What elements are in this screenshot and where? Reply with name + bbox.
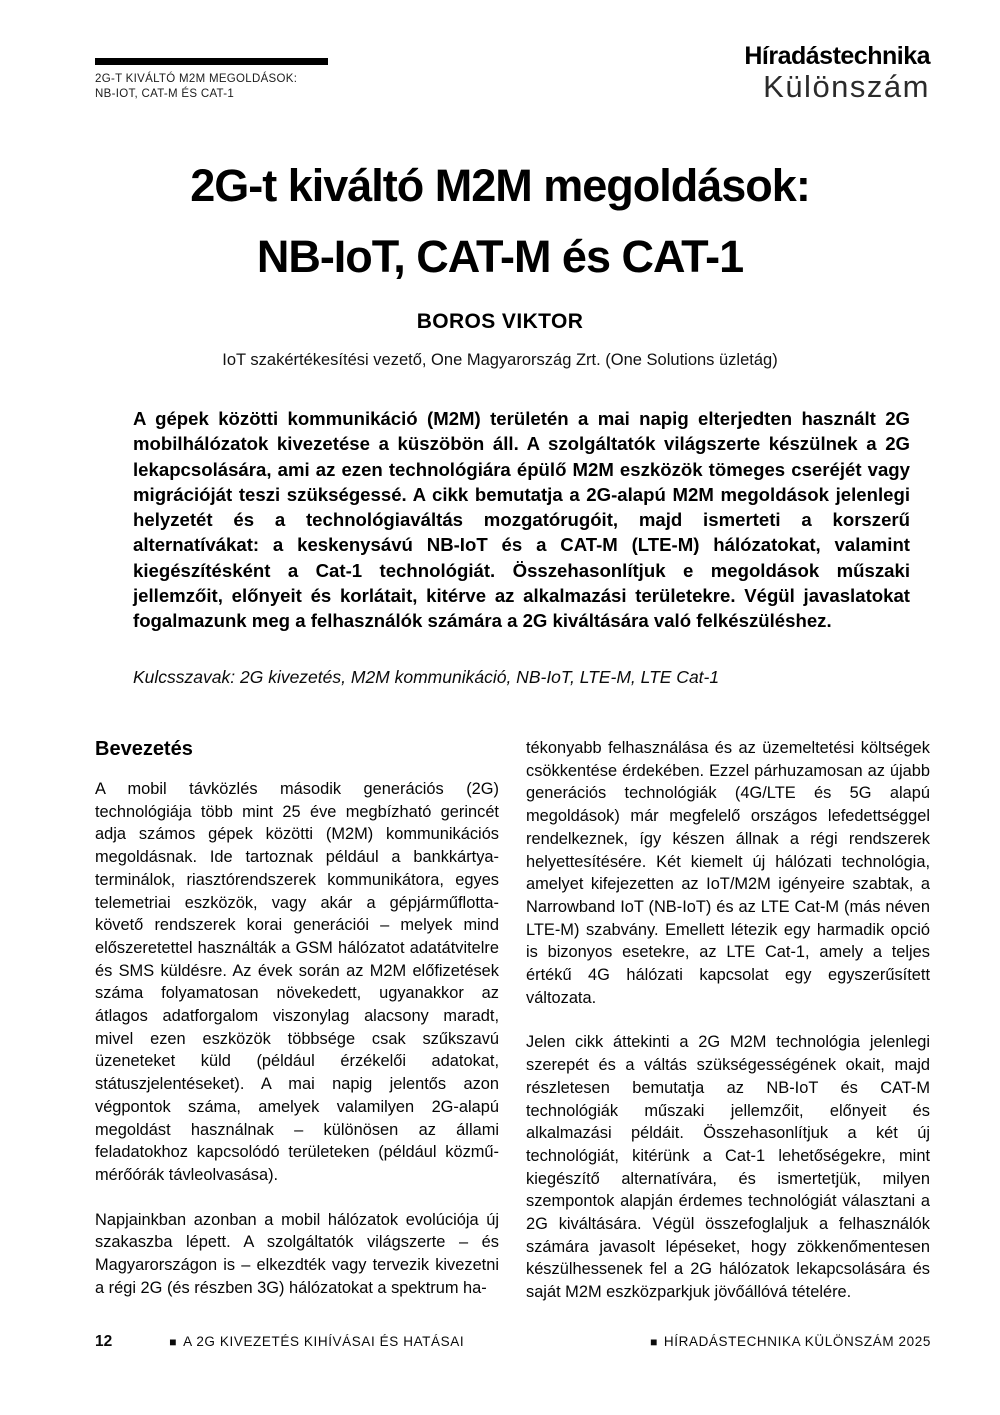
right-column-paragraph-2: Jelen cikk áttekinti a 2G M2M technológia jelenlegi szerepét és a váltás szükségességének okait, majd részletesen bemutatja az NB-IoT és CAT-M technológiák műszaki jellemzőit, előnyeit és alkalmazási példáit. Összehasonlítjuk a két új technológiát, kitérünk a Cat-1 lehetőségekre, mint kiegészítő alternatívára, és ismertetjük, milyen szempontok alapján érdemes technológiát választani a 2G kiváltására. Végül összefoglaljuk a felhasználók számára javasolt lépéseket, hogy zökkenőmentesen készülhessenek fel a 2G hálózatok lekapcsolására és saját M2M eszközparkjuk jövőállóvá tételére.: [526, 1033, 930, 1302]
journal-logo: [744, 42, 930, 103]
section-heading-bevezetes: Bevezetés: [95, 738, 193, 760]
page-footer: [95, 1333, 931, 1351]
running-head-line1: 2G-T KIVÁLTÓ M2M MEGOLDÁSOK:: [95, 73, 298, 85]
author-name: BOROS VIKTOR: [416, 310, 584, 333]
left-column-paragraph-1: A mobil távközlés második generációs (2G) technológiája több mint 25 éve megbízható gerincét adja számos gépek közötti (M2M) kommunikációs megoldásnak. Ide tartoznak például a bankkártya-terminálok, riasztórendszerek kommunikátora, egyes telemetriai eszközök, vagy akár a gépjárműflotta-követő rendszerek korai generációi – melyek mind előszeretettel használták a GSM hálózatot adatátvitelre és SMS küldésre. Az évek során az M2M előfizetések száma folyamatosan növekedett, ugyanakkor az átlagos adatforgalom viszonylag alacsony maradt, mivel ezen eszközök többsége csak szűkszavú üzeneteket küld (például érzékelői adatokat, státuszjelentéseket). A mai napig jelentős azon végpontok száma, amelyek valamilyen 2G-alapú megoldást használnak – különösen az állami feladatokhoz kapcsolódó területeken (például közmű-mérőórák távleolvasása).: [95, 780, 499, 1184]
running-head-rule: [95, 58, 328, 65]
article-title: [0, 150, 1000, 292]
article-title-line1: 2G-t kiváltó M2M megoldások:: [190, 160, 810, 211]
footer-journal-title: [650, 1334, 931, 1349]
right-column-paragraph-1: tékonyabb felhasználása és az üzemeltetési költségek csökkentése érdekében. Ezzel párhuzamosan az újabb generációs technológiák (4G/LTE és 5G alapú megoldások) már megfelelő országos lefedettséggel rendelkeznek, így készen állnak a régi rendszerek helyettesítésére. Két kiemelt új hálózati technológia, amelyet kifejezetten az IoT/M2M igényeire szabtak, a Narrowband IoT (NB-IoT) és az LTE Cat-M (más néven LTE-M) szabvány. Emellett létezik egy harmadik opció is bizonyos esetekre, az LTE Cat-1, amely a teljes értékű 4G hálózati kapcsolat egy egyszerűsített változata.: [526, 739, 930, 1007]
left-column: [95, 737, 499, 1304]
right-column: [526, 737, 930, 1304]
page-number: 12: [95, 1333, 113, 1350]
running-head: [95, 58, 395, 102]
left-column-paragraph-2: Napjainkban azonban a mobil hálózatok evolúciója új szakaszba lépett. A szolgáltatók világszerte – és Magyarországon is – elkezdték vagy tervezik kivezetni a régi 2G (és részben 3G) hálózatokat a spektrum ha-: [95, 1210, 499, 1297]
abstract-paragraph: A gépek közötti kommunikáció (M2M) területén a mai napig elterjedten használt 2G mobilhálózatok kivezetése a küszöbön áll. A szolgáltatók világszerte készülnek a 2G lekapcsolására, ami az ezen technológiára épülő M2M eszközök tömeges cseréjét vagy migrációját teszi szükségessé. A cikk bemutatja a 2G-alapú M2M megoldások jelenlegi helyzetét és a technológiaváltás mozgatórugóit, majd ismerteti a korszerű alternatívákat: a keskenysávú NB-IoT és a CAT-M (LTE-M) hálózatokat, valamint kiegészítésként a Cat-1 technológiát. Összehasonlítjuk e megoldások műszaki jellemzőit, előnyeit és korlátait, kitérve az alkalmazási területekre. Végül javaslatokat fogalmazunk meg a felhasználók számára a 2G kiváltására való felkészüléshez.: [133, 408, 910, 632]
footer-section-title-text: A 2G KIVEZETÉS KIHÍVÁSAI ÉS HATÁSAI: [183, 1334, 465, 1349]
keywords-line: Kulcsszavak: 2G kivezetés, M2M kommunikáció, NB-IoT, LTE-M, LTE Cat-1: [133, 667, 720, 687]
footer-square-icon: ■: [650, 1335, 658, 1349]
article-title-line2: NB-IoT, CAT-M és CAT-1: [256, 231, 744, 282]
author-affiliation: IoT szakértékesítési vezető, One Magyarország Zrt. (One Solutions üzletág): [222, 351, 778, 369]
body-columns: [95, 737, 931, 1304]
journal-name: Híradástechnika: [744, 42, 930, 70]
footer-square-icon: ■: [169, 1335, 178, 1349]
footer-section-title: [169, 1334, 464, 1349]
journal-edition: Különszám: [763, 69, 930, 104]
running-head-line2: NB-IOT, CAT-M ÉS CAT-1: [95, 88, 235, 100]
footer-journal-title-text: HÍRADÁSTECHNIKA KÜLÖNSZÁM 2025: [663, 1334, 931, 1349]
